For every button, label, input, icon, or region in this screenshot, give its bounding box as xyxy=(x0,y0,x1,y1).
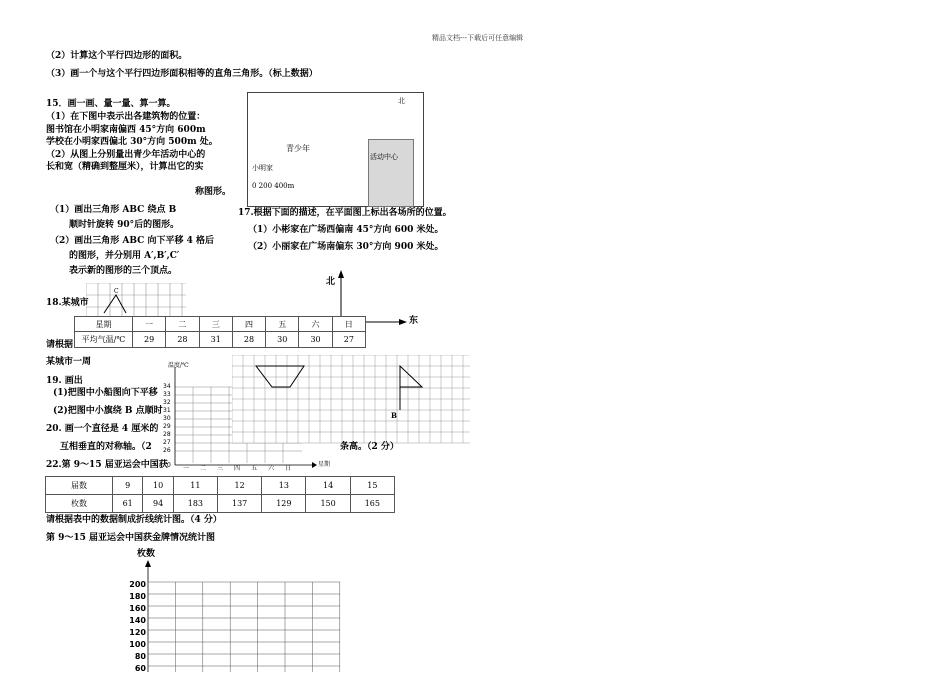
q15-line-2c: 称图形。 xyxy=(195,187,232,197)
medal-value-cell: 150 xyxy=(306,495,350,513)
temp-header-cell: 五 xyxy=(266,317,299,332)
medal-header-cell: 9 xyxy=(113,477,143,495)
temp-ytick: 29 xyxy=(163,423,171,430)
medal-table xyxy=(45,476,395,513)
temp-ytick: 27 xyxy=(163,439,171,446)
medal-yticks xyxy=(128,579,146,675)
temp-header-cell: 日 xyxy=(332,317,365,332)
temp-value-cell: 30 xyxy=(266,332,299,348)
medal-ytick: 120 xyxy=(129,628,146,637)
temp-value-cell: 27 xyxy=(332,332,365,348)
compass-north: 北 xyxy=(326,277,336,287)
temp-header-cell: 四 xyxy=(232,317,265,332)
compass-east: 东 xyxy=(409,316,419,326)
temp-row-label: 平均气温/℃ xyxy=(75,332,133,348)
temp-xtick: 二 xyxy=(200,465,207,472)
boat-flag-grid xyxy=(232,355,472,445)
medal-ytick: 80 xyxy=(134,652,146,661)
q16-line-1b: 顺时针旋转 90°后的图形。 xyxy=(69,220,180,230)
question-18: 18.某城市 xyxy=(46,298,89,308)
temp-value-cell: 30 xyxy=(299,332,332,348)
temp-header-cell: 一 xyxy=(133,317,166,332)
temp-xtick: 一 xyxy=(183,465,190,472)
q20-line-c: 条高。（2 分） xyxy=(340,442,399,452)
q16-line-2c: 表示新的图形的三个顶点。 xyxy=(69,266,178,276)
medal-value-cell: 129 xyxy=(262,495,306,513)
page-header: 精品文档---下载后可任意编辑 xyxy=(432,34,524,42)
temp-header-cell: 二 xyxy=(166,317,199,332)
q15-line-1b: 图书馆在小明家南偏西 45°方向 600m xyxy=(46,125,206,135)
q15-line-1a: （1）在下图中表示出各建筑物的位置： xyxy=(46,112,206,122)
q22-chart-title: 第 9～15 届亚运会中国获金牌情况统计图 xyxy=(46,533,216,543)
medal-ytick: 140 xyxy=(129,616,146,625)
map-home-label: 小明家 xyxy=(252,164,273,172)
temp-ytick: 33 xyxy=(163,391,171,398)
medal-ytick: 200 xyxy=(129,580,146,589)
temp-xtick: 日 xyxy=(285,465,292,472)
medal-value-cell: 165 xyxy=(350,495,394,513)
temp-xtick: 三 xyxy=(217,465,224,472)
medal-ytick: 180 xyxy=(129,592,146,601)
q16-line-2b: 的图形，并分别用 A′,B′,C′ xyxy=(69,251,180,261)
medal-chart-grid xyxy=(120,560,345,672)
medal-value-cell: 183 xyxy=(173,495,217,513)
q18-line-b: 请根据 xyxy=(46,340,74,350)
map-figure xyxy=(247,92,424,207)
medal-header-cell: 15 xyxy=(350,477,394,495)
temp-value-cell: 29 xyxy=(133,332,166,348)
temp-ytick: 26 xyxy=(163,447,171,454)
temp-xlabel: 星期 xyxy=(318,461,331,468)
q15-line-2b: 长和宽（精确到整厘米），计算出它的实 xyxy=(46,162,204,172)
q18-line-c: 某城市一周 xyxy=(46,357,92,367)
map-center-label: 活动中心 xyxy=(370,153,398,161)
medal-axis-ylabel: 枚数 xyxy=(137,549,156,559)
medal-header-cell: 12 xyxy=(218,477,262,495)
medal-header-cell: 11 xyxy=(173,477,217,495)
temp-value-cell: 28 xyxy=(232,332,265,348)
q19-line-1: (1)把图中小船图向下平移 xyxy=(53,388,158,398)
q17-line-1: （1）小彬家在广场西偏南 45°方向 600 米处。 xyxy=(248,225,444,235)
temp-ytick: 30 xyxy=(163,415,171,422)
medal-value-cell: 61 xyxy=(113,495,143,513)
medal-header-cell: 13 xyxy=(262,477,306,495)
question-19: 19. 画出 xyxy=(46,376,83,386)
temp-origin: 0 xyxy=(167,462,171,469)
temp-xtick: 四 xyxy=(234,465,241,472)
temp-header-cell: 六 xyxy=(299,317,332,332)
temp-ytick: 32 xyxy=(163,399,171,406)
medal-ytick: 100 xyxy=(129,640,146,649)
activity-center-rect xyxy=(368,139,414,207)
q19-line-2: (2)把图中小旗绕 B 点顺时 xyxy=(53,406,163,416)
medal-header-cell: 10 xyxy=(143,477,173,495)
question-15: 15．画一画、量一量、算一算。 xyxy=(46,99,176,109)
q16-line-1a: （1）画出三角形 ABC 绕点 B xyxy=(50,205,177,215)
question-20: 20. 画一个直径是 4 厘米的 xyxy=(46,424,159,434)
temp-axis-ylabel: 温度/℃ xyxy=(168,362,189,369)
temp-value-cell: 31 xyxy=(199,332,232,348)
q22-instruction: 请根据表中的数据制成折线统计图。（4 分） xyxy=(46,515,222,525)
question-3: （3）画一个与这个平行四边形面积相等的直角三角形。（标上数据） xyxy=(46,69,318,79)
temp-ytick: 28 xyxy=(163,431,171,438)
medal-row-label: 枚数 xyxy=(46,495,113,513)
q15-line-1c: 学校在小明家西偏北 30°方向 500m 处。 xyxy=(46,137,218,147)
q20-line-b: 互相垂直的对称轴。（2 xyxy=(60,442,152,452)
temp-ytick: 31 xyxy=(163,407,171,414)
q17-line-2: （2）小丽家在广场南偏东 30°方向 900 米处。 xyxy=(248,242,444,252)
temperature-table xyxy=(74,316,366,348)
temp-value-cell: 28 xyxy=(166,332,199,348)
temp-xticks xyxy=(183,463,291,472)
grid-point-c: C xyxy=(114,288,119,295)
temp-yticks xyxy=(163,383,175,455)
temp-header-cell: 星期 xyxy=(75,317,133,332)
medal-header-cell: 14 xyxy=(306,477,350,495)
temp-xtick: 五 xyxy=(251,465,258,472)
flag-point-b: B xyxy=(391,411,397,420)
medal-header-cell: 届数 xyxy=(46,477,113,495)
question-22: 22.第 9～15 届亚运会中国获 xyxy=(46,460,168,470)
medal-value-cell: 94 xyxy=(143,495,173,513)
question-17: 17.根据下面的描述，在平面图上标出各场所的位置。 xyxy=(238,208,452,218)
temp-xtick: 六 xyxy=(268,465,275,472)
map-scale-label: 0 200 400m xyxy=(252,182,295,190)
map-north-label: 北 xyxy=(398,97,405,105)
medal-ytick: 160 xyxy=(129,604,146,613)
medal-value-cell: 137 xyxy=(218,495,262,513)
q15-line-2a: （2）从图上分别量出青少年活动中心的 xyxy=(46,150,206,160)
temp-header-cell: 三 xyxy=(199,317,232,332)
temp-ytick: 34 xyxy=(163,383,171,390)
question-2: （2）计算这个平行四边形的面积。 xyxy=(46,51,188,61)
medal-ytick: 60 xyxy=(134,664,146,673)
q16-line-2a: （2）画出三角形 ABC 向下平移 4 格后 xyxy=(50,236,214,246)
map-youth-label: 青少年 xyxy=(286,144,310,153)
